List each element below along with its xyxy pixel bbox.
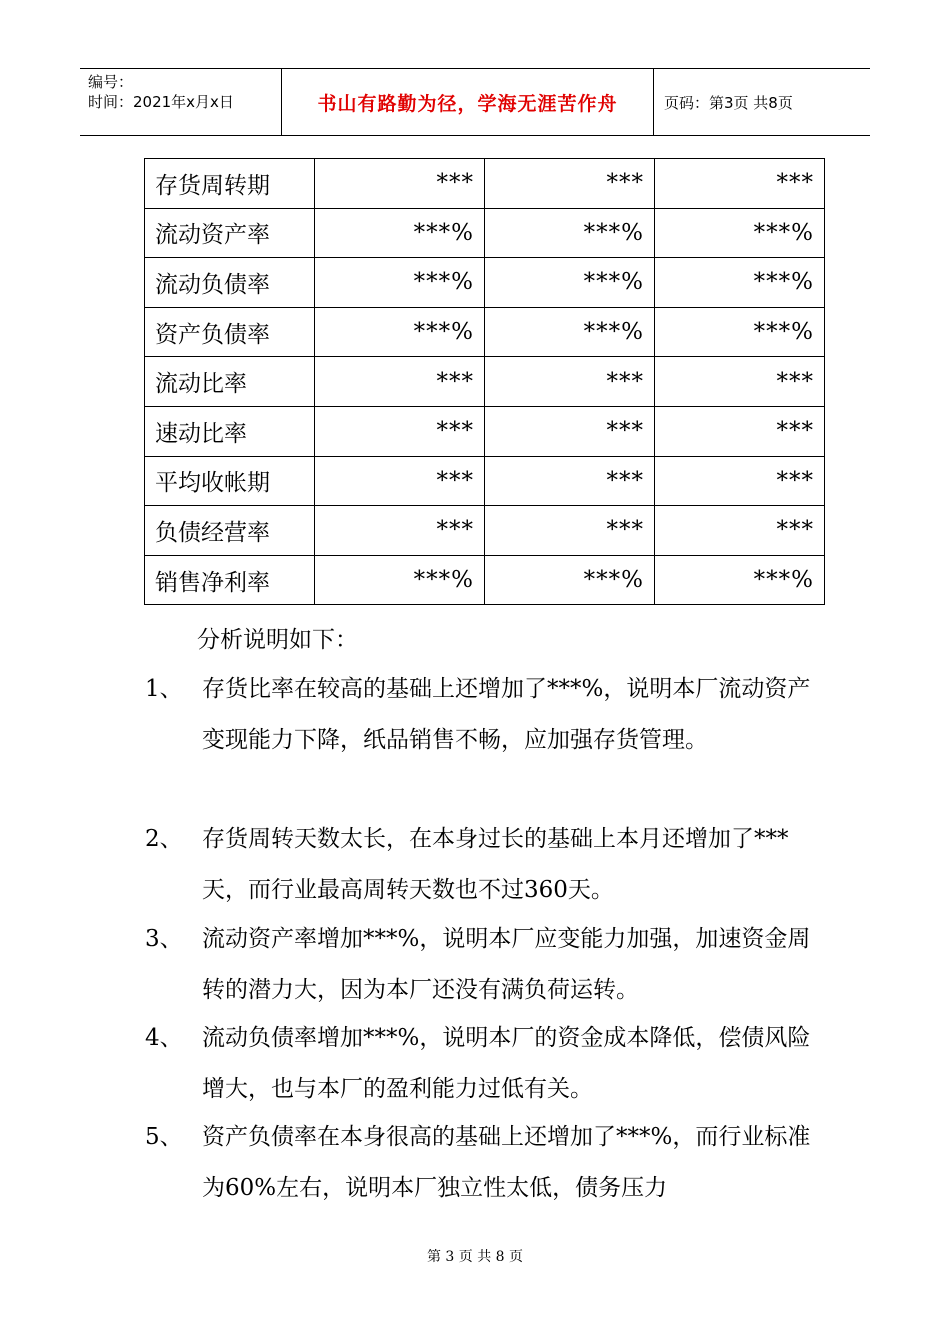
- row-value: ***: [655, 456, 825, 506]
- page-header: [80, 68, 870, 136]
- table-row: [145, 357, 825, 407]
- row-value: ***: [485, 159, 655, 209]
- analysis-intro: 分析说明如下：: [197, 627, 358, 653]
- row-label: 资产负债率: [145, 307, 315, 357]
- row-label: 流动负债率: [145, 258, 315, 308]
- row-value: ***%: [485, 258, 655, 308]
- row-value: ***%: [315, 258, 485, 308]
- header-meta: [80, 69, 282, 135]
- table-row: [145, 555, 825, 605]
- code-label: 编号：: [88, 73, 134, 91]
- row-label: 流动比率: [145, 357, 315, 407]
- row-value: ***: [315, 506, 485, 556]
- item-text: 存货比率在较高的基础上还增加了***%，说明本厂流动资产变现能力下降，纸品销售不畅，应加强存货管理。: [202, 676, 811, 753]
- row-value: ***: [655, 506, 825, 556]
- table-row: [145, 258, 825, 308]
- table-row: [145, 506, 825, 556]
- item-text: 资产负债率在本身很高的基础上还增加了***%，而行业标准为60%左右，说明本厂独立性太低，债务压力: [202, 1124, 811, 1201]
- row-value: ***: [655, 406, 825, 456]
- row-value: ***%: [655, 555, 825, 605]
- row-value: ***%: [315, 208, 485, 258]
- item-number: 5、: [145, 1124, 183, 1150]
- row-label: 存货周转期: [145, 159, 315, 209]
- row-value: ***: [485, 456, 655, 506]
- table-row: [145, 208, 825, 258]
- row-value: ***%: [655, 208, 825, 258]
- item-number: 1、: [145, 676, 183, 702]
- row-value: ***%: [485, 555, 655, 605]
- row-value: ***%: [315, 555, 485, 605]
- row-value: ***%: [655, 258, 825, 308]
- row-label: 速动比率: [145, 406, 315, 456]
- row-value: ***: [655, 357, 825, 407]
- header-page-info: 页码：第3页 共8页: [664, 93, 793, 112]
- row-value: ***: [485, 406, 655, 456]
- header-motto: 书山有路勤为径，学海无涯苦作舟: [282, 69, 654, 135]
- analysis-item-1: [145, 664, 825, 765]
- analysis-item-3: [145, 914, 825, 1015]
- table-row: [145, 456, 825, 506]
- row-label: 负债经营率: [145, 506, 315, 556]
- row-value: ***: [315, 406, 485, 456]
- item-number: 2、: [145, 826, 183, 852]
- table-row: [145, 307, 825, 357]
- ratio-table: [144, 158, 825, 605]
- row-value: ***: [655, 159, 825, 209]
- item-text: 流动负债率增加***%，说明本厂的资金成本降低，偿债风险增大，也与本厂的盈利能力过低有关。: [202, 1025, 811, 1102]
- row-label: 销售净利率: [145, 555, 315, 605]
- row-value: ***%: [485, 208, 655, 258]
- table-row: [145, 406, 825, 456]
- row-value: ***%: [315, 307, 485, 357]
- row-value: ***: [315, 357, 485, 407]
- row-value: ***%: [485, 307, 655, 357]
- item-number: 4、: [145, 1025, 183, 1051]
- row-value: ***: [485, 357, 655, 407]
- row-value: ***%: [655, 307, 825, 357]
- row-value: ***: [315, 456, 485, 506]
- item-number: 3、: [145, 926, 183, 952]
- item-text: 流动资产率增加***%，说明本厂应变能力加强，加速资金周转的潜力大，因为本厂还没有满负荷运转。: [202, 926, 811, 1003]
- table-row: [145, 159, 825, 209]
- item-text: 存货周转天数太长，在本身过长的基础上本月还增加了***天，而行业最高周转天数也不过360天。: [202, 826, 789, 903]
- analysis-item-2: [145, 814, 825, 915]
- row-label: 流动资产率: [145, 208, 315, 258]
- date-label: 时间：2021年x月x日: [88, 93, 234, 111]
- row-value: ***: [485, 506, 655, 556]
- row-value: ***: [315, 159, 485, 209]
- analysis-item-5: [145, 1112, 825, 1213]
- row-label: 平均收帐期: [145, 456, 315, 506]
- page-footer: 第 3 页 共 8 页: [426, 1249, 524, 1265]
- analysis-item-4: [145, 1013, 825, 1114]
